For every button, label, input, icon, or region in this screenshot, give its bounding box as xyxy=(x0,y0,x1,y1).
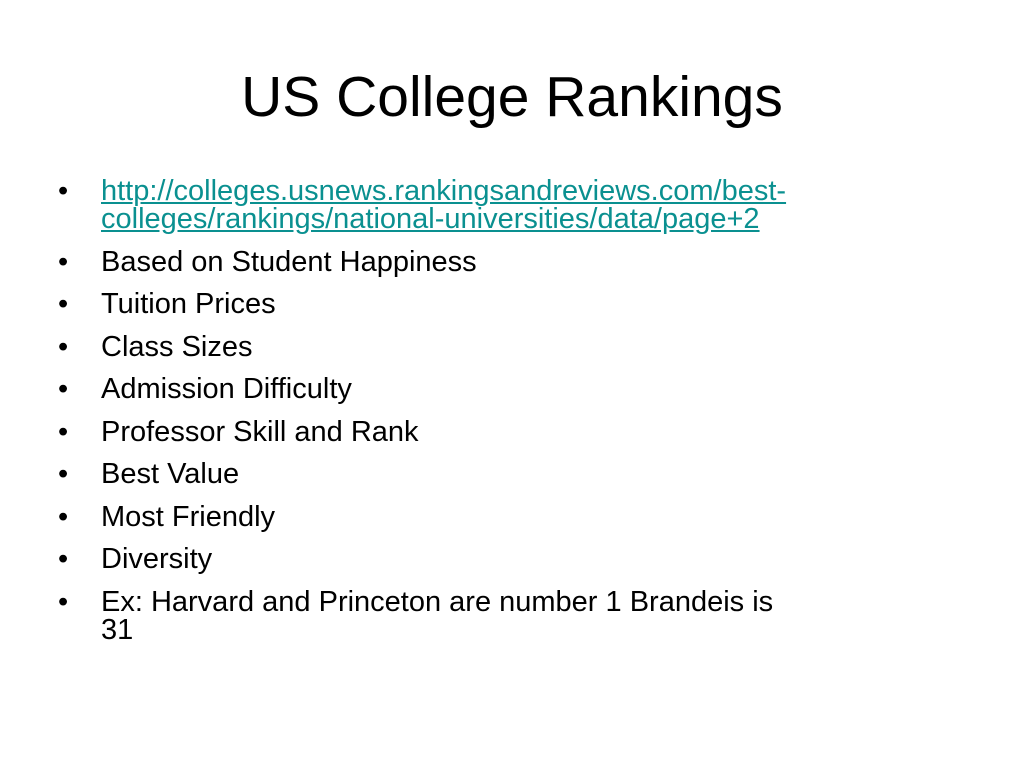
bullet-text: Class Sizes xyxy=(101,330,253,363)
bullet-text: Best Value xyxy=(101,458,240,490)
bullet-item-class-sizes xyxy=(58,330,958,363)
bullet-item-most-friendly xyxy=(58,500,958,533)
bullet-dot: • xyxy=(58,245,69,278)
bullet-text: Diversity xyxy=(101,543,213,575)
bullet-item-tuition-prices xyxy=(58,290,958,318)
bullet-dot: • xyxy=(58,415,69,448)
bullet-dot: • xyxy=(58,373,69,405)
bullet-item-professor-skill xyxy=(58,415,958,448)
bullet-dot: • xyxy=(58,288,69,320)
bullet-dot: • xyxy=(58,175,69,207)
bullet-dot: • xyxy=(58,330,69,363)
bullet-dot: • xyxy=(58,585,69,618)
rankings-link[interactable] xyxy=(101,175,786,235)
slide-title: US College Rankings xyxy=(241,65,783,129)
bullet-item-diversity xyxy=(58,545,958,573)
bullet-text: Based on Student Happiness xyxy=(101,245,477,278)
bullet-text: Professor Skill and Rank xyxy=(101,415,419,448)
bullet-text: Admission Difficulty xyxy=(101,373,352,405)
rankings-link-line2: colleges/rankings/national-universities/data/page+2 xyxy=(101,203,760,235)
rankings-link-line1: http://colleges.usnews.rankingsandreviews.com/best- xyxy=(101,175,787,207)
bullet-link xyxy=(58,177,958,233)
bullet-dot: • xyxy=(58,500,69,533)
bullet-item-best-value xyxy=(58,460,958,488)
bullet-text-line1: Ex: Harvard and Princeton are number 1 Brandeis is xyxy=(101,585,774,618)
bullet-item-admission-difficulty xyxy=(58,375,958,403)
bullet-text xyxy=(101,586,773,646)
bullet-list xyxy=(58,177,958,644)
bullet-item-student-happiness xyxy=(58,245,958,278)
bullet-dot: • xyxy=(58,458,69,490)
bullet-text-line2: 31 xyxy=(101,613,134,646)
bullet-dot: • xyxy=(58,543,69,575)
bullet-text: Tuition Prices xyxy=(101,288,276,320)
bullet-text: Most Friendly xyxy=(101,500,276,533)
bullet-item-example xyxy=(58,585,958,646)
